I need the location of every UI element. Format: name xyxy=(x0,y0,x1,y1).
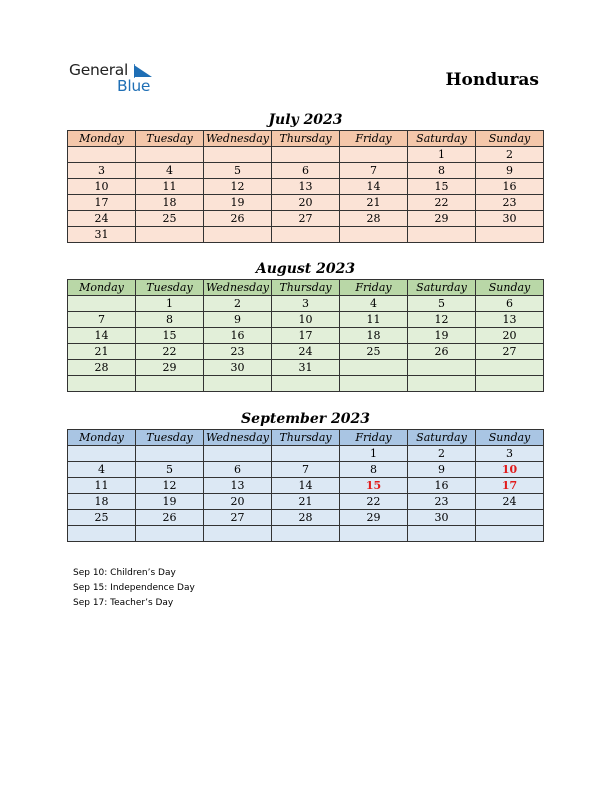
day-cell: 3 xyxy=(272,296,340,312)
day-cell: 1 xyxy=(340,446,408,462)
weekday-header-row xyxy=(68,280,544,296)
week-row xyxy=(68,211,544,227)
empty-day-cell xyxy=(272,376,340,392)
day-cell: 18 xyxy=(136,195,204,211)
empty-day-cell xyxy=(340,360,408,376)
empty-day-cell xyxy=(340,227,408,243)
empty-day-cell xyxy=(68,147,136,163)
holiday-day-cell: 10 xyxy=(476,462,544,478)
day-cell: 18 xyxy=(340,328,408,344)
empty-day-cell xyxy=(204,446,272,462)
week-row xyxy=(68,147,544,163)
day-cell: 24 xyxy=(68,211,136,227)
day-cell: 27 xyxy=(204,510,272,526)
day-cell: 14 xyxy=(340,179,408,195)
day-cell: 25 xyxy=(340,344,408,360)
month-september xyxy=(67,410,544,542)
weekday-header: Sunday xyxy=(476,131,544,147)
day-cell: 27 xyxy=(476,344,544,360)
day-cell: 25 xyxy=(68,510,136,526)
day-cell: 6 xyxy=(204,462,272,478)
week-row xyxy=(68,478,544,494)
day-cell: 14 xyxy=(272,478,340,494)
weekday-header: Saturday xyxy=(408,280,476,296)
week-row xyxy=(68,510,544,526)
weekday-header-row xyxy=(68,430,544,446)
weekday-header: Friday xyxy=(340,430,408,446)
week-row xyxy=(68,312,544,328)
empty-day-cell xyxy=(68,446,136,462)
week-row xyxy=(68,360,544,376)
day-cell: 16 xyxy=(204,328,272,344)
weekday-header: Tuesday xyxy=(136,280,204,296)
day-cell: 31 xyxy=(272,360,340,376)
day-cell: 29 xyxy=(136,360,204,376)
day-cell: 2 xyxy=(476,147,544,163)
week-row xyxy=(68,494,544,510)
day-cell: 20 xyxy=(476,328,544,344)
empty-day-cell xyxy=(272,147,340,163)
day-cell: 21 xyxy=(340,195,408,211)
day-cell: 16 xyxy=(408,478,476,494)
day-cell: 2 xyxy=(408,446,476,462)
day-cell: 16 xyxy=(476,179,544,195)
weekday-header: Wednesday xyxy=(204,430,272,446)
empty-day-cell xyxy=(204,227,272,243)
week-row xyxy=(68,376,544,392)
empty-day-cell xyxy=(408,526,476,542)
day-cell: 21 xyxy=(272,494,340,510)
day-cell: 30 xyxy=(476,211,544,227)
day-cell: 17 xyxy=(68,195,136,211)
holiday-day-cell: 15 xyxy=(340,478,408,494)
week-row xyxy=(68,179,544,195)
day-cell: 22 xyxy=(408,195,476,211)
weekday-header: Thursday xyxy=(272,280,340,296)
empty-day-cell xyxy=(272,446,340,462)
week-row xyxy=(68,163,544,179)
day-cell: 11 xyxy=(340,312,408,328)
day-cell: 22 xyxy=(136,344,204,360)
weekday-header: Wednesday xyxy=(204,131,272,147)
day-cell: 29 xyxy=(408,211,476,227)
empty-day-cell xyxy=(68,526,136,542)
month-july xyxy=(67,111,544,243)
day-cell: 7 xyxy=(340,163,408,179)
week-row xyxy=(68,296,544,312)
weekday-header: Sunday xyxy=(476,430,544,446)
week-row xyxy=(68,462,544,478)
day-cell: 30 xyxy=(408,510,476,526)
empty-day-cell xyxy=(204,147,272,163)
day-cell: 30 xyxy=(204,360,272,376)
calendar-grid xyxy=(67,429,544,542)
weekday-header: Saturday xyxy=(408,430,476,446)
week-row xyxy=(68,195,544,211)
logo-word-blue: Blue xyxy=(117,77,151,95)
day-cell: 13 xyxy=(204,478,272,494)
day-cell: 9 xyxy=(204,312,272,328)
weekday-header: Wednesday xyxy=(204,280,272,296)
day-cell: 25 xyxy=(136,211,204,227)
day-cell: 23 xyxy=(408,494,476,510)
holiday-notes xyxy=(73,566,195,611)
day-cell: 28 xyxy=(68,360,136,376)
weekday-header: Monday xyxy=(68,430,136,446)
empty-day-cell xyxy=(136,376,204,392)
week-row xyxy=(68,526,544,542)
day-cell: 15 xyxy=(408,179,476,195)
weekday-header: Tuesday xyxy=(136,131,204,147)
empty-day-cell xyxy=(476,227,544,243)
day-cell: 19 xyxy=(136,494,204,510)
day-cell: 14 xyxy=(68,328,136,344)
day-cell: 27 xyxy=(272,211,340,227)
week-row xyxy=(68,446,544,462)
week-row xyxy=(68,344,544,360)
holiday-day-cell: 17 xyxy=(476,478,544,494)
logo-word-general: General xyxy=(69,61,128,79)
empty-day-cell xyxy=(476,376,544,392)
day-cell: 26 xyxy=(408,344,476,360)
day-cell: 5 xyxy=(204,163,272,179)
week-row xyxy=(68,328,544,344)
empty-day-cell xyxy=(68,376,136,392)
day-cell: 8 xyxy=(136,312,204,328)
day-cell: 19 xyxy=(204,195,272,211)
day-cell: 24 xyxy=(272,344,340,360)
empty-day-cell xyxy=(340,376,408,392)
empty-day-cell xyxy=(204,526,272,542)
day-cell: 29 xyxy=(340,510,408,526)
day-cell: 10 xyxy=(272,312,340,328)
day-cell: 8 xyxy=(408,163,476,179)
empty-day-cell xyxy=(68,296,136,312)
holiday-note: Sep 17: Teacher’s Day xyxy=(73,598,174,608)
country-name: Honduras xyxy=(445,70,539,90)
day-cell: 28 xyxy=(340,211,408,227)
day-cell: 9 xyxy=(476,163,544,179)
day-cell: 6 xyxy=(272,163,340,179)
day-cell: 8 xyxy=(340,462,408,478)
day-cell: 3 xyxy=(68,163,136,179)
empty-day-cell xyxy=(204,376,272,392)
day-cell: 19 xyxy=(408,328,476,344)
day-cell: 13 xyxy=(476,312,544,328)
generalblue-logo xyxy=(69,61,169,97)
day-cell: 5 xyxy=(136,462,204,478)
day-cell: 5 xyxy=(408,296,476,312)
day-cell: 4 xyxy=(68,462,136,478)
empty-day-cell xyxy=(476,360,544,376)
day-cell: 23 xyxy=(476,195,544,211)
weekday-header: Friday xyxy=(340,131,408,147)
calendar-grid xyxy=(67,130,544,243)
weekday-header: Sunday xyxy=(476,280,544,296)
empty-day-cell xyxy=(272,227,340,243)
month-title: September 2023 xyxy=(241,411,370,427)
empty-day-cell xyxy=(136,526,204,542)
day-cell: 20 xyxy=(272,195,340,211)
day-cell: 11 xyxy=(136,179,204,195)
weekday-header: Tuesday xyxy=(136,430,204,446)
day-cell: 6 xyxy=(476,296,544,312)
empty-day-cell xyxy=(272,526,340,542)
empty-day-cell xyxy=(136,446,204,462)
day-cell: 3 xyxy=(476,446,544,462)
holiday-note: Sep 10: Children’s Day xyxy=(73,568,176,578)
day-cell: 31 xyxy=(68,227,136,243)
day-cell: 20 xyxy=(204,494,272,510)
day-cell: 15 xyxy=(136,328,204,344)
day-cell: 9 xyxy=(408,462,476,478)
day-cell: 26 xyxy=(204,211,272,227)
weekday-header: Monday xyxy=(68,280,136,296)
day-cell: 12 xyxy=(204,179,272,195)
month-title: August 2023 xyxy=(255,261,356,277)
day-cell: 10 xyxy=(68,179,136,195)
weekday-header-row xyxy=(68,131,544,147)
empty-day-cell xyxy=(476,526,544,542)
week-row xyxy=(68,227,544,243)
day-cell: 18 xyxy=(68,494,136,510)
day-cell: 4 xyxy=(136,163,204,179)
empty-day-cell xyxy=(408,360,476,376)
calendar-grid xyxy=(67,279,544,392)
day-cell: 21 xyxy=(68,344,136,360)
day-cell: 23 xyxy=(204,344,272,360)
day-cell: 7 xyxy=(68,312,136,328)
month-title: July 2023 xyxy=(268,112,343,128)
day-cell: 12 xyxy=(136,478,204,494)
empty-day-cell xyxy=(340,147,408,163)
empty-day-cell xyxy=(408,376,476,392)
day-cell: 7 xyxy=(272,462,340,478)
weekday-header: Monday xyxy=(68,131,136,147)
day-cell: 4 xyxy=(340,296,408,312)
day-cell: 11 xyxy=(68,478,136,494)
day-cell: 12 xyxy=(408,312,476,328)
day-cell: 22 xyxy=(340,494,408,510)
day-cell: 17 xyxy=(272,328,340,344)
day-cell: 13 xyxy=(272,179,340,195)
empty-day-cell xyxy=(340,526,408,542)
empty-day-cell xyxy=(476,510,544,526)
holiday-note: Sep 15: Independence Day xyxy=(73,583,195,593)
day-cell: 28 xyxy=(272,510,340,526)
weekday-header: Thursday xyxy=(272,430,340,446)
empty-day-cell xyxy=(136,227,204,243)
empty-day-cell xyxy=(408,227,476,243)
day-cell: 24 xyxy=(476,494,544,510)
weekday-header: Friday xyxy=(340,280,408,296)
empty-day-cell xyxy=(136,147,204,163)
day-cell: 1 xyxy=(408,147,476,163)
day-cell: 2 xyxy=(204,296,272,312)
weekday-header: Saturday xyxy=(408,131,476,147)
day-cell: 26 xyxy=(136,510,204,526)
month-august xyxy=(67,260,544,392)
weekday-header: Thursday xyxy=(272,131,340,147)
day-cell: 1 xyxy=(136,296,204,312)
